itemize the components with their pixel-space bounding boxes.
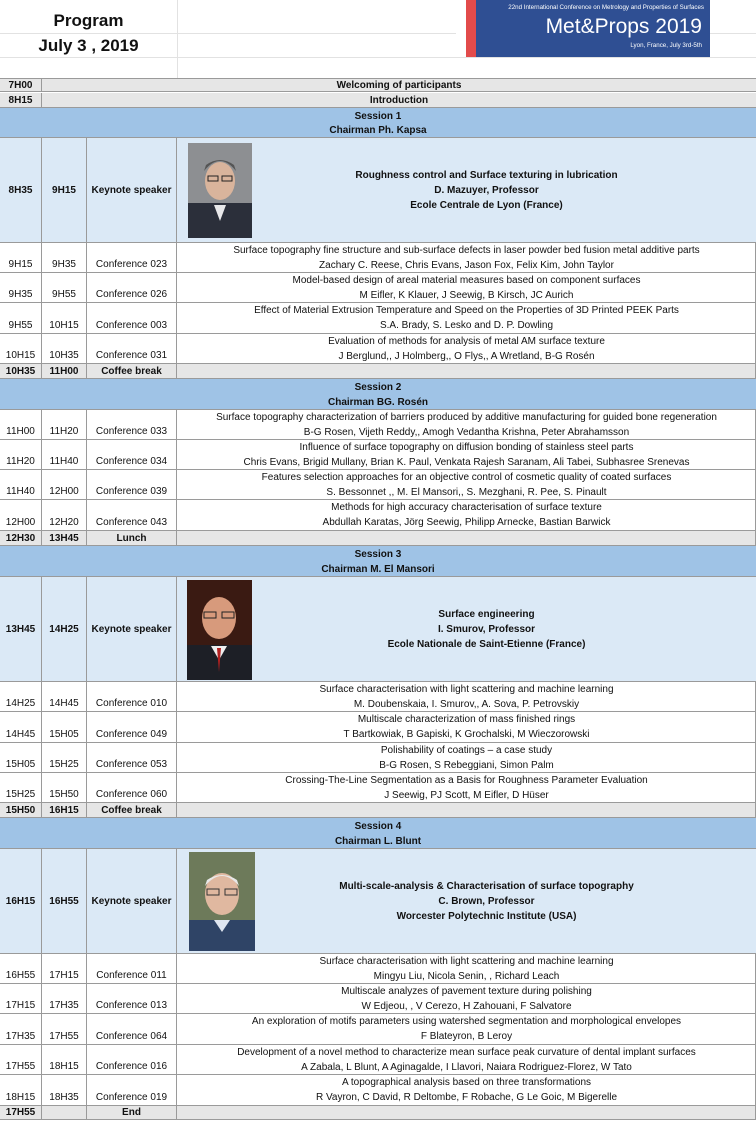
session-type: Keynote speaker xyxy=(87,138,177,242)
session-type: Conference 043 xyxy=(87,500,177,530)
session-type: Keynote speaker xyxy=(87,849,177,953)
start-time: 14H45 xyxy=(0,712,42,742)
talk-cell xyxy=(177,364,756,378)
end-time: 17H35 xyxy=(42,984,87,1013)
break-label: Lunch xyxy=(87,531,177,545)
end-row xyxy=(0,1106,756,1120)
talk-cell xyxy=(177,1106,756,1119)
table-row xyxy=(0,1014,756,1045)
talk-authors: M Eifler, K Klauer, J Seewig, B Kirsch, JC Aurich xyxy=(359,290,574,301)
end-time: 9H15 xyxy=(42,138,87,242)
talk-title: Roughness control and Surface texturing in lubrication xyxy=(355,169,618,181)
banner-conference-name: 22nd International Conference on Metrology and Properties of Surfaces xyxy=(508,4,704,11)
end-time: 17H15 xyxy=(42,954,87,983)
start-time: 17H15 xyxy=(0,984,42,1013)
start-time: 9H35 xyxy=(0,273,42,302)
end-time: 11H40 xyxy=(42,440,87,469)
end-time: 16H55 xyxy=(42,849,87,953)
session-title: Session 2 xyxy=(354,382,402,393)
end-time: 9H55 xyxy=(42,273,87,302)
end-time: 15H50 xyxy=(42,773,87,802)
session-type: Conference 031 xyxy=(87,334,177,363)
table-row xyxy=(0,93,756,108)
session-type: Conference 026 xyxy=(87,273,177,302)
end-time: 17H55 xyxy=(42,1014,87,1044)
speaker-name: I. Smurov, Professor xyxy=(437,623,536,635)
start-time: 7H00 xyxy=(0,79,42,91)
session-chair: Chairman L. Blunt xyxy=(334,836,422,847)
table-row xyxy=(0,410,756,440)
speaker-institution: Ecole Nationale de Saint-Etienne (France) xyxy=(387,638,586,650)
table-row xyxy=(0,243,756,273)
session-header xyxy=(0,818,756,849)
break-label: Coffee break xyxy=(87,364,177,378)
start-time: 13H45 xyxy=(0,577,42,681)
talk-title: An exploration of motifs parameters using watershed segmentation and morphological envelopes xyxy=(251,1016,682,1027)
program-heading xyxy=(0,0,177,78)
speaker-photo xyxy=(188,143,252,238)
session-title: Session 4 xyxy=(354,821,402,832)
talk-title: A topographical analysis based on three transformations xyxy=(341,1077,592,1088)
start-time: 9H55 xyxy=(0,303,42,333)
table-row xyxy=(0,773,756,803)
start-time: 16H55 xyxy=(0,954,42,983)
session-title: Session 3 xyxy=(354,549,402,560)
session-type: Conference 019 xyxy=(87,1075,177,1105)
session-type: Conference 003 xyxy=(87,303,177,333)
speaker-name: C. Brown, Professor xyxy=(438,895,535,907)
talk-title: Crossing-The-Line Segmentation as a Basis for Roughness Parameter Evaluation xyxy=(285,775,648,786)
speaker-photo xyxy=(189,852,255,951)
break-row xyxy=(0,364,756,379)
talk-authors: Chris Evans, Brigid Mullany, Brian K. Paul, Venkata Rajesh Saranam, Ali Tabei, Subhasree Srenevas xyxy=(243,457,690,468)
start-time: 18H15 xyxy=(0,1075,42,1105)
session-type: Conference 053 xyxy=(87,743,177,772)
table-row xyxy=(0,273,756,303)
talk-title: Multiscale analyzes of pavement texture during polishing xyxy=(341,986,592,997)
session-type: Conference 010 xyxy=(87,682,177,711)
speaker-name: D. Mazuyer, Professor xyxy=(434,184,539,196)
talk-title: Features selection approaches for an objective control of cosmetic quality of coated surfaces xyxy=(261,472,672,483)
end-time: 18H35 xyxy=(42,1075,87,1105)
session-chair: Chairman Ph. Kapsa xyxy=(329,125,427,136)
end-time: 10H15 xyxy=(42,303,87,333)
session-type: Conference 049 xyxy=(87,712,177,742)
start-time: 17H55 xyxy=(0,1045,42,1074)
start-time: 14H25 xyxy=(0,682,42,711)
page-header xyxy=(0,0,756,78)
table-row xyxy=(0,303,756,334)
session-type: Conference 011 xyxy=(87,954,177,983)
session-type: Conference 013 xyxy=(87,984,177,1013)
start-time: 8H15 xyxy=(0,93,42,107)
start-time: 15H05 xyxy=(0,743,42,772)
talk-title: Model-based design of areal material measures based on component surfaces xyxy=(292,275,641,286)
end-time: 9H35 xyxy=(42,243,87,272)
row-label: Introduction xyxy=(369,94,429,106)
break-row xyxy=(0,803,756,818)
row-label: Welcoming of participants xyxy=(336,79,462,91)
talk-title: Methods for high accuracy characterisation of surface texture xyxy=(331,502,602,513)
program-title: Program xyxy=(53,11,124,30)
program-date: July 3 , 2019 xyxy=(38,36,139,55)
talk-authors: T Bartkowiak, B Gapiski, K Grochalski, M Wieczorowski xyxy=(343,729,590,740)
end-time: 16H15 xyxy=(42,803,87,817)
session-header xyxy=(0,379,756,410)
end-time: 11H00 xyxy=(42,364,87,378)
talk-title: Development of a novel method to characterize mean surface peak curvature of dental implant surfaces xyxy=(237,1047,696,1058)
session-header xyxy=(0,108,756,138)
banner-stripe xyxy=(456,0,466,57)
keynote-content xyxy=(177,849,756,953)
talk-cell xyxy=(177,803,756,817)
table-row xyxy=(0,334,756,364)
end-time: 10H35 xyxy=(42,334,87,363)
start-time: 10H15 xyxy=(0,334,42,363)
end-time: 15H25 xyxy=(42,743,87,772)
talk-authors: S. Bessonnet ,, M. El Mansori,, S. Mezghani, R. Pee, S. Pinault xyxy=(326,487,607,498)
banner-location: Lyon, France, July 3rd-5th xyxy=(630,42,702,49)
table-row xyxy=(0,78,756,92)
start-time: 16H15 xyxy=(0,849,42,953)
table-row xyxy=(0,1075,756,1106)
end-time: 18H15 xyxy=(42,1045,87,1074)
start-time: 17H35 xyxy=(0,1014,42,1044)
table-row xyxy=(0,500,756,531)
session-chair: Chairman BG. Rosén xyxy=(327,397,429,408)
table-row xyxy=(0,1045,756,1075)
talk-authors: R Vayron, C David, R Deltombe, F Robache, G Le Goic, M Bigerelle xyxy=(315,1092,618,1103)
talk-title: Multiscale characterization of mass finished rings xyxy=(357,714,576,725)
talk-authors: J Seewig, PJ Scott, M Eifler, D Hüser xyxy=(384,790,549,801)
end-time: 12H20 xyxy=(42,500,87,530)
end-time: 13H45 xyxy=(42,531,87,545)
talk-title: Evaluation of methods for analysis of metal AM surface texture xyxy=(328,336,605,347)
start-time: 11H00 xyxy=(0,410,42,439)
end-time: 14H25 xyxy=(42,577,87,681)
talk-title: Effect of Material Extrusion Temperature and Speed on the Properties of 3D Printed PEEK Parts xyxy=(254,305,679,316)
session-type: Conference 023 xyxy=(87,243,177,272)
end-label: End xyxy=(87,1106,177,1119)
talk-title: Surface topography fine structure and sub-surface defects in laser powder bed fusion metal additive parts xyxy=(233,245,700,256)
table-row xyxy=(0,470,756,500)
talk-title: Surface engineering xyxy=(438,608,535,620)
start-time: 8H35 xyxy=(0,138,42,242)
session-type: Conference 060 xyxy=(87,773,177,802)
table-row xyxy=(0,743,756,773)
keynote-row xyxy=(0,138,756,243)
talk-title: Influence of surface topography on diffusion bonding of stainless steel parts xyxy=(299,442,634,453)
end-time xyxy=(42,1106,87,1119)
end-time: 11H20 xyxy=(42,410,87,439)
session-type: Conference 016 xyxy=(87,1045,177,1074)
talk-title: Surface characterisation with light scattering and machine learning xyxy=(319,684,614,695)
session-type: Conference 039 xyxy=(87,470,177,499)
start-time: 12H00 xyxy=(0,500,42,530)
talk-authors: B-G Rosen, S Rebeggiani, Simon Palm xyxy=(379,760,554,771)
end-time: 12H00 xyxy=(42,470,87,499)
start-time: 10H35 xyxy=(0,364,42,378)
speaker-institution: Worcester Polytechnic Institute (USA) xyxy=(396,910,577,922)
keynote-row xyxy=(0,849,756,954)
start-time: 11H20 xyxy=(0,440,42,469)
start-time: 11H40 xyxy=(0,470,42,499)
start-time: 15H25 xyxy=(0,773,42,802)
keynote-content xyxy=(177,577,756,681)
session-type: Conference 034 xyxy=(87,440,177,469)
talk-title: Multi-scale-analysis & Characterisation of surface topography xyxy=(339,880,634,892)
end-time: 14H45 xyxy=(42,682,87,711)
keynote-content xyxy=(177,138,756,242)
conference-logo-banner xyxy=(456,0,710,57)
break-label: Coffee break xyxy=(87,803,177,817)
speaker-photo xyxy=(187,580,252,680)
table-row xyxy=(0,712,756,743)
speaker-institution: Ecole Centrale de Lyon (France) xyxy=(410,199,563,211)
start-time: 12H30 xyxy=(0,531,42,545)
start-time: 9H15 xyxy=(0,243,42,272)
table-row xyxy=(0,954,756,984)
session-title: Session 1 xyxy=(354,111,402,122)
talk-authors: F Blateyron, B Leroy xyxy=(420,1031,513,1042)
talk-authors: A Zabala, L Blunt, A Aginagalde, I Llavori, Naiara Rodriguez-Florez, W Tato xyxy=(301,1062,632,1073)
talk-authors: B-G Rosen, Vijeth Reddy,, Amogh Vedantha Krishna, Peter Abrahamsson xyxy=(303,427,630,438)
talk-authors: S.A. Brady, S. Lesko and D. P. Dowling xyxy=(379,320,554,331)
talk-title: Surface topography characterization of barriers produced by additive manufacturing for guided bone regeneration xyxy=(216,412,717,423)
talk-authors: Mingyu Liu, Nicola Senin, , Richard Leach xyxy=(373,971,560,982)
talk-authors: W Edjeou, , V Cerezo, H Zahouani, F Salvatore xyxy=(361,1001,572,1012)
table-row xyxy=(0,682,756,712)
talk-authors: Zachary C. Reese, Chris Evans, Jason Fox, Felix Kim, John Taylor xyxy=(319,260,614,271)
banner-logo-text: Met&Props 2019 xyxy=(545,15,702,38)
start-time: 17H55 xyxy=(0,1106,42,1119)
session-type: Keynote speaker xyxy=(87,577,177,681)
keynote-row xyxy=(0,577,756,682)
session-header xyxy=(0,546,756,577)
talk-authors: Abdullah Karatas, Jörg Seewig, Philipp Arnecke, Bastian Barwick xyxy=(322,517,611,528)
session-type: Conference 064 xyxy=(87,1014,177,1044)
talk-title: Surface characterisation with light scattering and machine learning xyxy=(319,956,614,967)
talk-authors: J Berglund,, J Holmberg,, O Flys,, A Wretland, B-G Rosén xyxy=(338,351,595,362)
banner-stripe xyxy=(466,0,476,57)
talk-cell xyxy=(177,531,756,545)
table-row xyxy=(0,440,756,470)
start-time: 15H50 xyxy=(0,803,42,817)
break-row xyxy=(0,531,756,546)
grid-line xyxy=(177,0,178,78)
end-time: 15H05 xyxy=(42,712,87,742)
session-chair: Chairman M. El Mansori xyxy=(321,564,435,575)
session-type: Conference 033 xyxy=(87,410,177,439)
talk-title: Polishability of coatings – a case study xyxy=(380,745,553,756)
table-row xyxy=(0,984,756,1014)
talk-authors: M. Doubenskaia, I. Smurov,, A. Sova, P. Petrovskiy xyxy=(353,699,580,710)
